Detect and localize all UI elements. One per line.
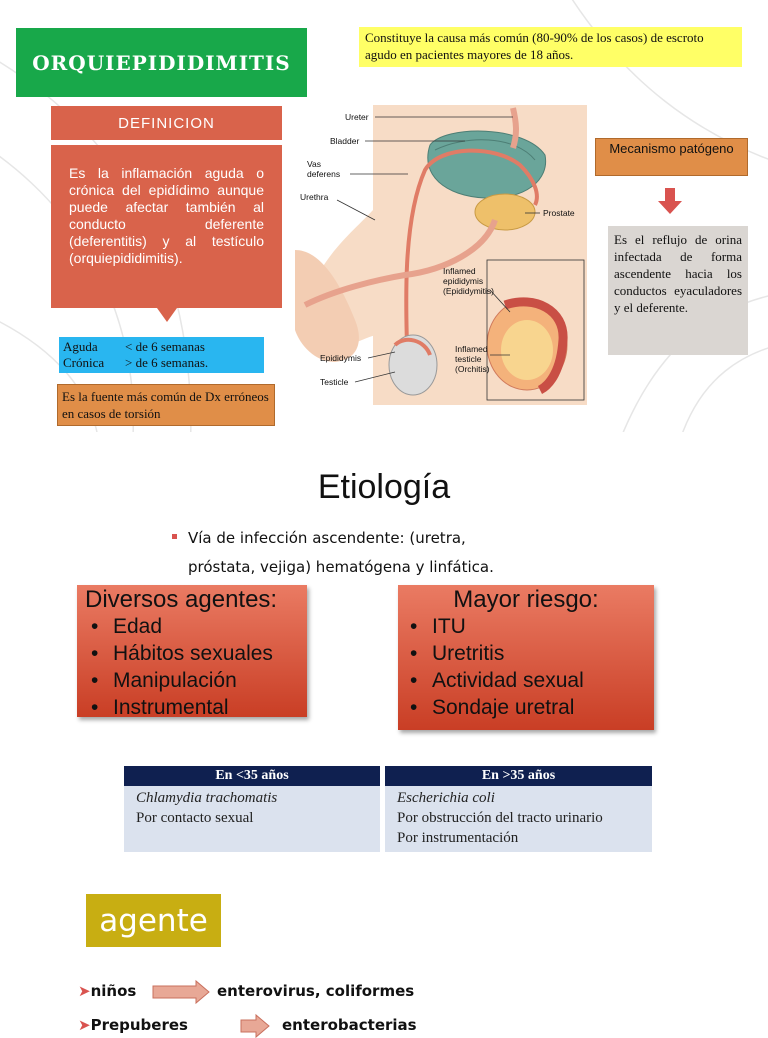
down-arrow-icon [658,188,682,214]
list-item: • Uretritis [404,640,648,667]
list-item: • Manipulación [85,667,299,694]
row-value: enterovirus, coliformes [217,982,415,1000]
list-item: • Instrumental [85,694,299,721]
slide-agente [0,864,768,1034]
slide-etiologia [0,432,768,864]
list-item: • Sondaje uretral [404,694,648,721]
label-testicle: Testicle [320,377,349,387]
table-cell: Escherichia coli [397,790,495,806]
table-cell: Por obstrucción del tracto urinario [397,810,603,826]
label-epididymis: Epididymis [320,353,362,363]
slide-orquiepididimitis [0,0,768,432]
table-under-35 [124,766,380,852]
table-header: En >35 años [385,766,652,786]
label-inflamed-tes-2: testicle [455,354,482,364]
label-inflamed-epi-3: (Epididymitis) [443,286,495,296]
table-header: En <35 años [124,766,380,786]
label-urethra: Urethra [300,192,329,202]
right-arrow-icon [240,1014,270,1038]
mayor-riesgo-heading: Mayor riesgo: [453,586,599,613]
mecanismo-box: Mecanismo patógeno [595,138,748,176]
mayor-riesgo-box [398,585,654,730]
down-arrow-icon [157,308,177,322]
right-arrow-icon [152,980,210,1004]
definicion-heading-box [51,106,282,140]
etiologia-bullet [172,524,552,582]
slide-title-box [16,28,307,97]
anatomy-illustration [295,100,587,405]
label-vas-2: deferens [307,169,341,179]
table-cell: Por contacto sexual [136,810,254,826]
row-label: niños [90,982,137,1000]
agent-row-ninos [78,982,136,1000]
label-inflamed-tes-3: (Orchitis) [455,364,490,374]
bullet-line-1: Vía de infección ascendente: (uretra, [188,529,466,547]
chevron-right-icon: ➤ [78,1016,91,1034]
table-over-35 [385,766,652,852]
label-vas-1: Vas [307,159,322,169]
label-bladder: Bladder [330,136,360,146]
etiologia-title: Etiología [317,468,451,506]
row-label: Prepuberes [90,1016,188,1034]
slide-title: ORQUIEPIDIDIMITIS [32,50,291,75]
label-inflamed-epi-2: epididymis [443,276,484,286]
row-value: enterobacterias [282,1016,417,1034]
label-prostate: Prostate [543,208,575,218]
bullet-square-icon [172,534,177,539]
bullet-line-2: próstata, vejiga) hematógena y linfática. [188,558,494,576]
table-cell: Por instrumentación [397,830,519,846]
agente-heading: agente [99,902,208,939]
list-item: • Hábitos sexuales [85,640,299,667]
table-cell: Chlamydia trachomatis [136,790,278,806]
agent-row-prepuberes [78,1016,188,1034]
list-item: • Actividad sexual [404,667,648,694]
diversos-agentes-heading: Diversos agentes: [85,586,278,613]
table-cells [385,786,652,850]
agente-heading-box [86,894,221,947]
cronica-label: Crónica [63,355,105,370]
mecanismo-text: Es el reflujo de orina infectada de forma ascendente hacia los conductos eyaculadores y el deferente. [608,226,748,355]
diversos-agentes-box [77,585,307,717]
table-cells [124,786,380,830]
list-item: • Edad [85,613,299,640]
prevalence-note: Constituye la causa más común (80-90% de los casos) de escroto agudo en pacientes mayores de 18 años. [359,27,742,67]
torsion-note: Es la fuente más común de Dx erróneos en casos de torsión [57,384,275,426]
aguda-label: Aguda [63,339,98,354]
label-ureter: Ureter [345,112,369,122]
cronica-value: > de 6 semanas. [125,355,209,370]
label-inflamed-tes-1: Inflamed [455,344,488,354]
duration-note [59,337,264,373]
list-item: • ITU [404,613,648,640]
definicion-heading: DEFINICION [118,114,215,132]
definicion-text: Es la inflamación aguda o crónica del epidídimo aunque puede afectar también al conducto deferente (deferentitis) y al testículo (orquiepididimitis). [51,145,282,308]
chevron-right-icon: ➤ [78,982,91,1000]
aguda-value: < de 6 semanas [125,339,205,354]
label-inflamed-epi-1: Inflamed [443,266,476,276]
